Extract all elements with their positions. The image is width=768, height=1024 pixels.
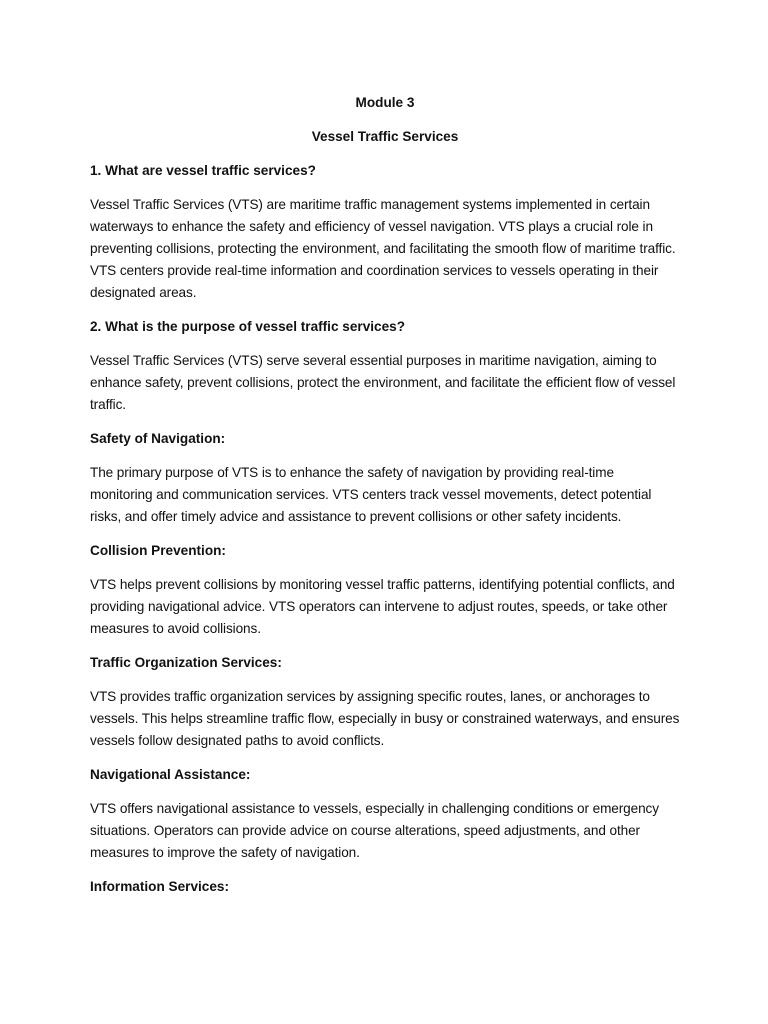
module-label: Module 3 [355,95,415,110]
question-2-paragraph: Vessel Traffic Services (VTS) serve several essential purposes in maritime navigation, aiming to enhance safety, prevent collisions, protect the environment, and facilitate the efficient flow of vessel traffic. [90,353,676,412]
navigational-assistance-heading: Navigational Assistance: [90,767,251,782]
collision-heading: Collision Prevention: [90,543,226,558]
document-title: Vessel Traffic Services [311,129,459,144]
safety-paragraph: The primary purpose of VTS is to enhance the safety of navigation by providing real-time monitoring and communication services. VTS centers track vessel movements, detect potential risks, and offer timely advice and assistance to prevent collisions or other safety incidents. [90,465,652,524]
question-1-heading: 1. What are vessel traffic services? [90,163,316,178]
traffic-organization-heading: Traffic Organization Services: [90,655,282,670]
information-services-heading: Information Services: [90,879,229,894]
traffic-organization-paragraph: VTS provides traffic organization services by assigning specific routes, lanes, or anchorages to vessels. This helps streamline traffic flow, especially in busy or constrained waterways, and ensures vessels follow designated paths to avoid conflicts. [90,689,680,748]
document-body [90,92,680,910]
safety-heading: Safety of Navigation: [90,431,226,446]
navigational-assistance-paragraph: VTS offers navigational assistance to vessels, especially in challenging conditions or emergency situations. Operators can provide advice on course alterations, speed adjustments, and other measures to improve the safety of navigation. [90,801,659,860]
question-2-heading: 2. What is the purpose of vessel traffic services? [90,319,406,334]
question-1-paragraph: Vessel Traffic Services (VTS) are maritime traffic management systems implemented in certain waterways to enhance the safety and efficiency of vessel navigation. VTS plays a crucial role in preventing collisions, protecting the environment, and facilitating the smooth flow of maritime traffic. VTS centers provide real-time information and coordination services to vessels operating in their designated areas. [90,197,676,300]
collision-paragraph: VTS helps prevent collisions by monitoring vessel traffic patterns, identifying potential conflicts, and providing navigational advice. VTS operators can intervene to adjust routes, speeds, or take other measures to avoid collisions. [90,577,675,636]
